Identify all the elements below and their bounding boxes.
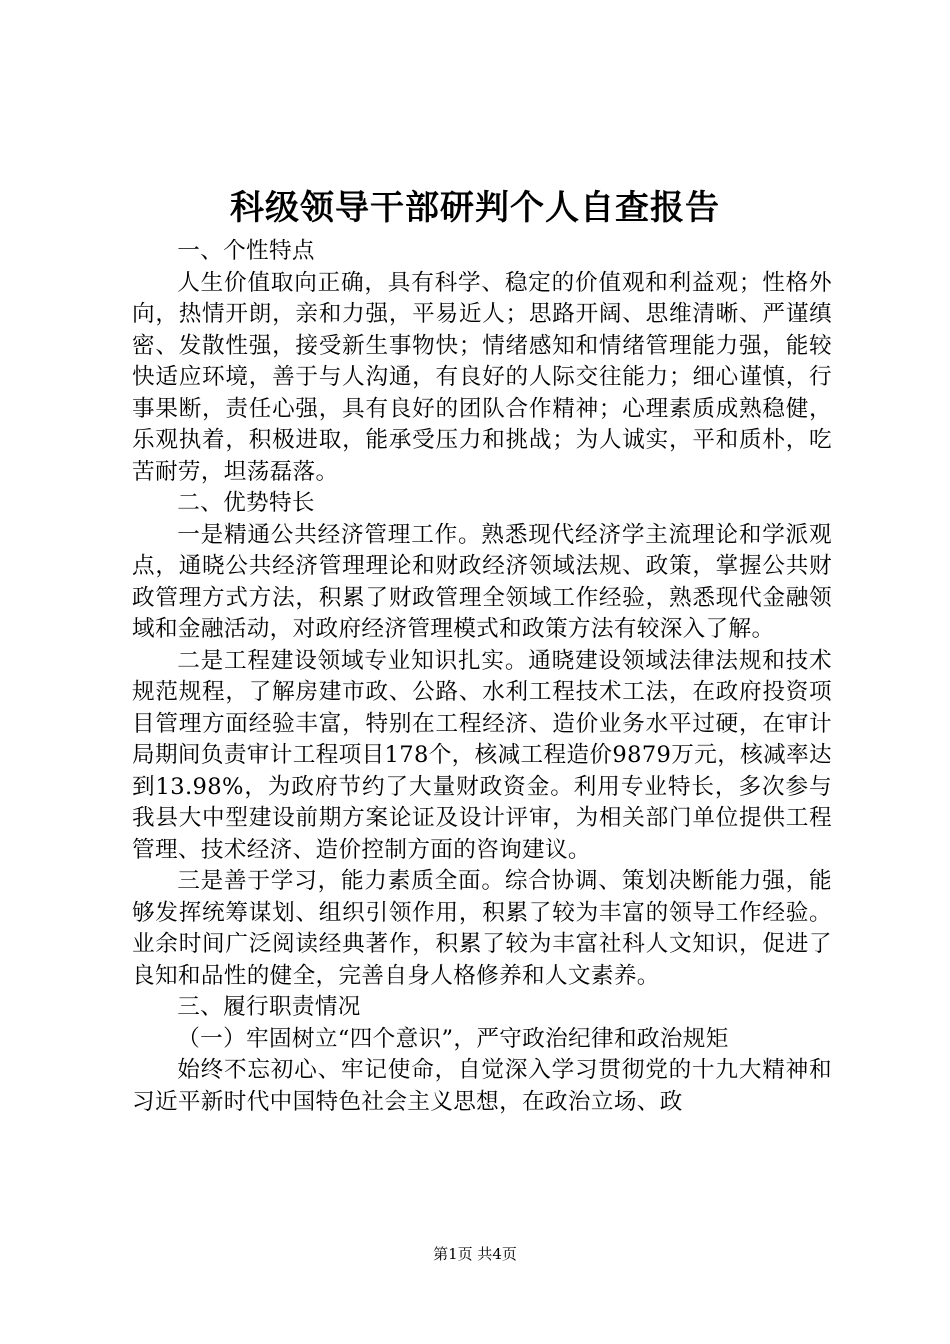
paragraph-strength-engineering: 二是工程建设领域专业知识扎实。通晓建设领域法律法规和技术规范规程，了解房建市政、公路、水利工程技术工法，在政府投资项目管理方面经验丰富，特别在工程经济、造价业务水平过硬，在审计局期间负责审计工程项目178个，核减工程造价9879万元，核减率达到13.98%，为政府节约了大量财政资金。利用专业特长，多次参与我县大中型建设前期方案论证及设计评审，为相关部门单位提供工程管理、技术经济、造价控制方面的咨询建议。 bbox=[132, 647, 832, 863]
section-heading-personality: 一、个性特点 bbox=[177, 238, 315, 264]
subsection-heading-awareness: （一）牢固树立“四个意识”，严守政治纪律和政治规矩 bbox=[177, 1025, 729, 1052]
paragraph-personality: 人生价值取向正确，具有科学、稳定的价值观和利益观；性格外向，热情开朗，亲和力强，平易近人；思路开阔、思维清晰、严谨缜密、发散性强，接受新生事物快；情绪感知和情绪管理能力强，能较快适应环境，善于与人沟通，有良好的人际交往能力；细心谨慎，行事果断，责任心强，具有良好的团队合作精神；心理素质成熟稳健，乐观执着，积极进取，能承受压力和挑战；为人诚实，平和质朴，吃苦耐劳，坦荡磊落。 bbox=[132, 269, 832, 485]
paragraph-strength-economics: 一是精通公共经济管理工作。熟悉现代经济学主流理论和学派观点，通晓公共经济管理理论和财政经济领域法规、政策，掌握公共财政管理方式方法，积累了财政管理全领域工作经验，熟悉现代金融领域和金融活动，对政府经济管理模式和政策方法有较深入了解。 bbox=[132, 521, 832, 642]
section-heading-duties: 三、履行职责情况 bbox=[177, 994, 361, 1020]
section-heading-strengths: 二、优势特长 bbox=[177, 490, 315, 516]
paragraph-awareness: 始终不忘初心、牢记使命，自觉深入学习贯彻党的十九大精神和习近平新时代中国特色社会主义思想，在政治立场、政 bbox=[132, 1057, 832, 1115]
document-body bbox=[132, 236, 832, 1118]
page-footer: 第1页 共4页 bbox=[433, 1245, 517, 1263]
paragraph-strength-learning: 三是善于学习，能力素质全面。综合协调、策划决断能力强，能够发挥统筹谋划、组织引领作用，积累了较为丰富的领导工作经验。业余时间广泛阅读经典著作，积累了较为丰富社科人文知识，促进了良知和品性的健全，完善自身人格修养和人文素养。 bbox=[132, 868, 832, 989]
document-title: 科级领导干部研判个人自查报告 bbox=[230, 188, 720, 228]
